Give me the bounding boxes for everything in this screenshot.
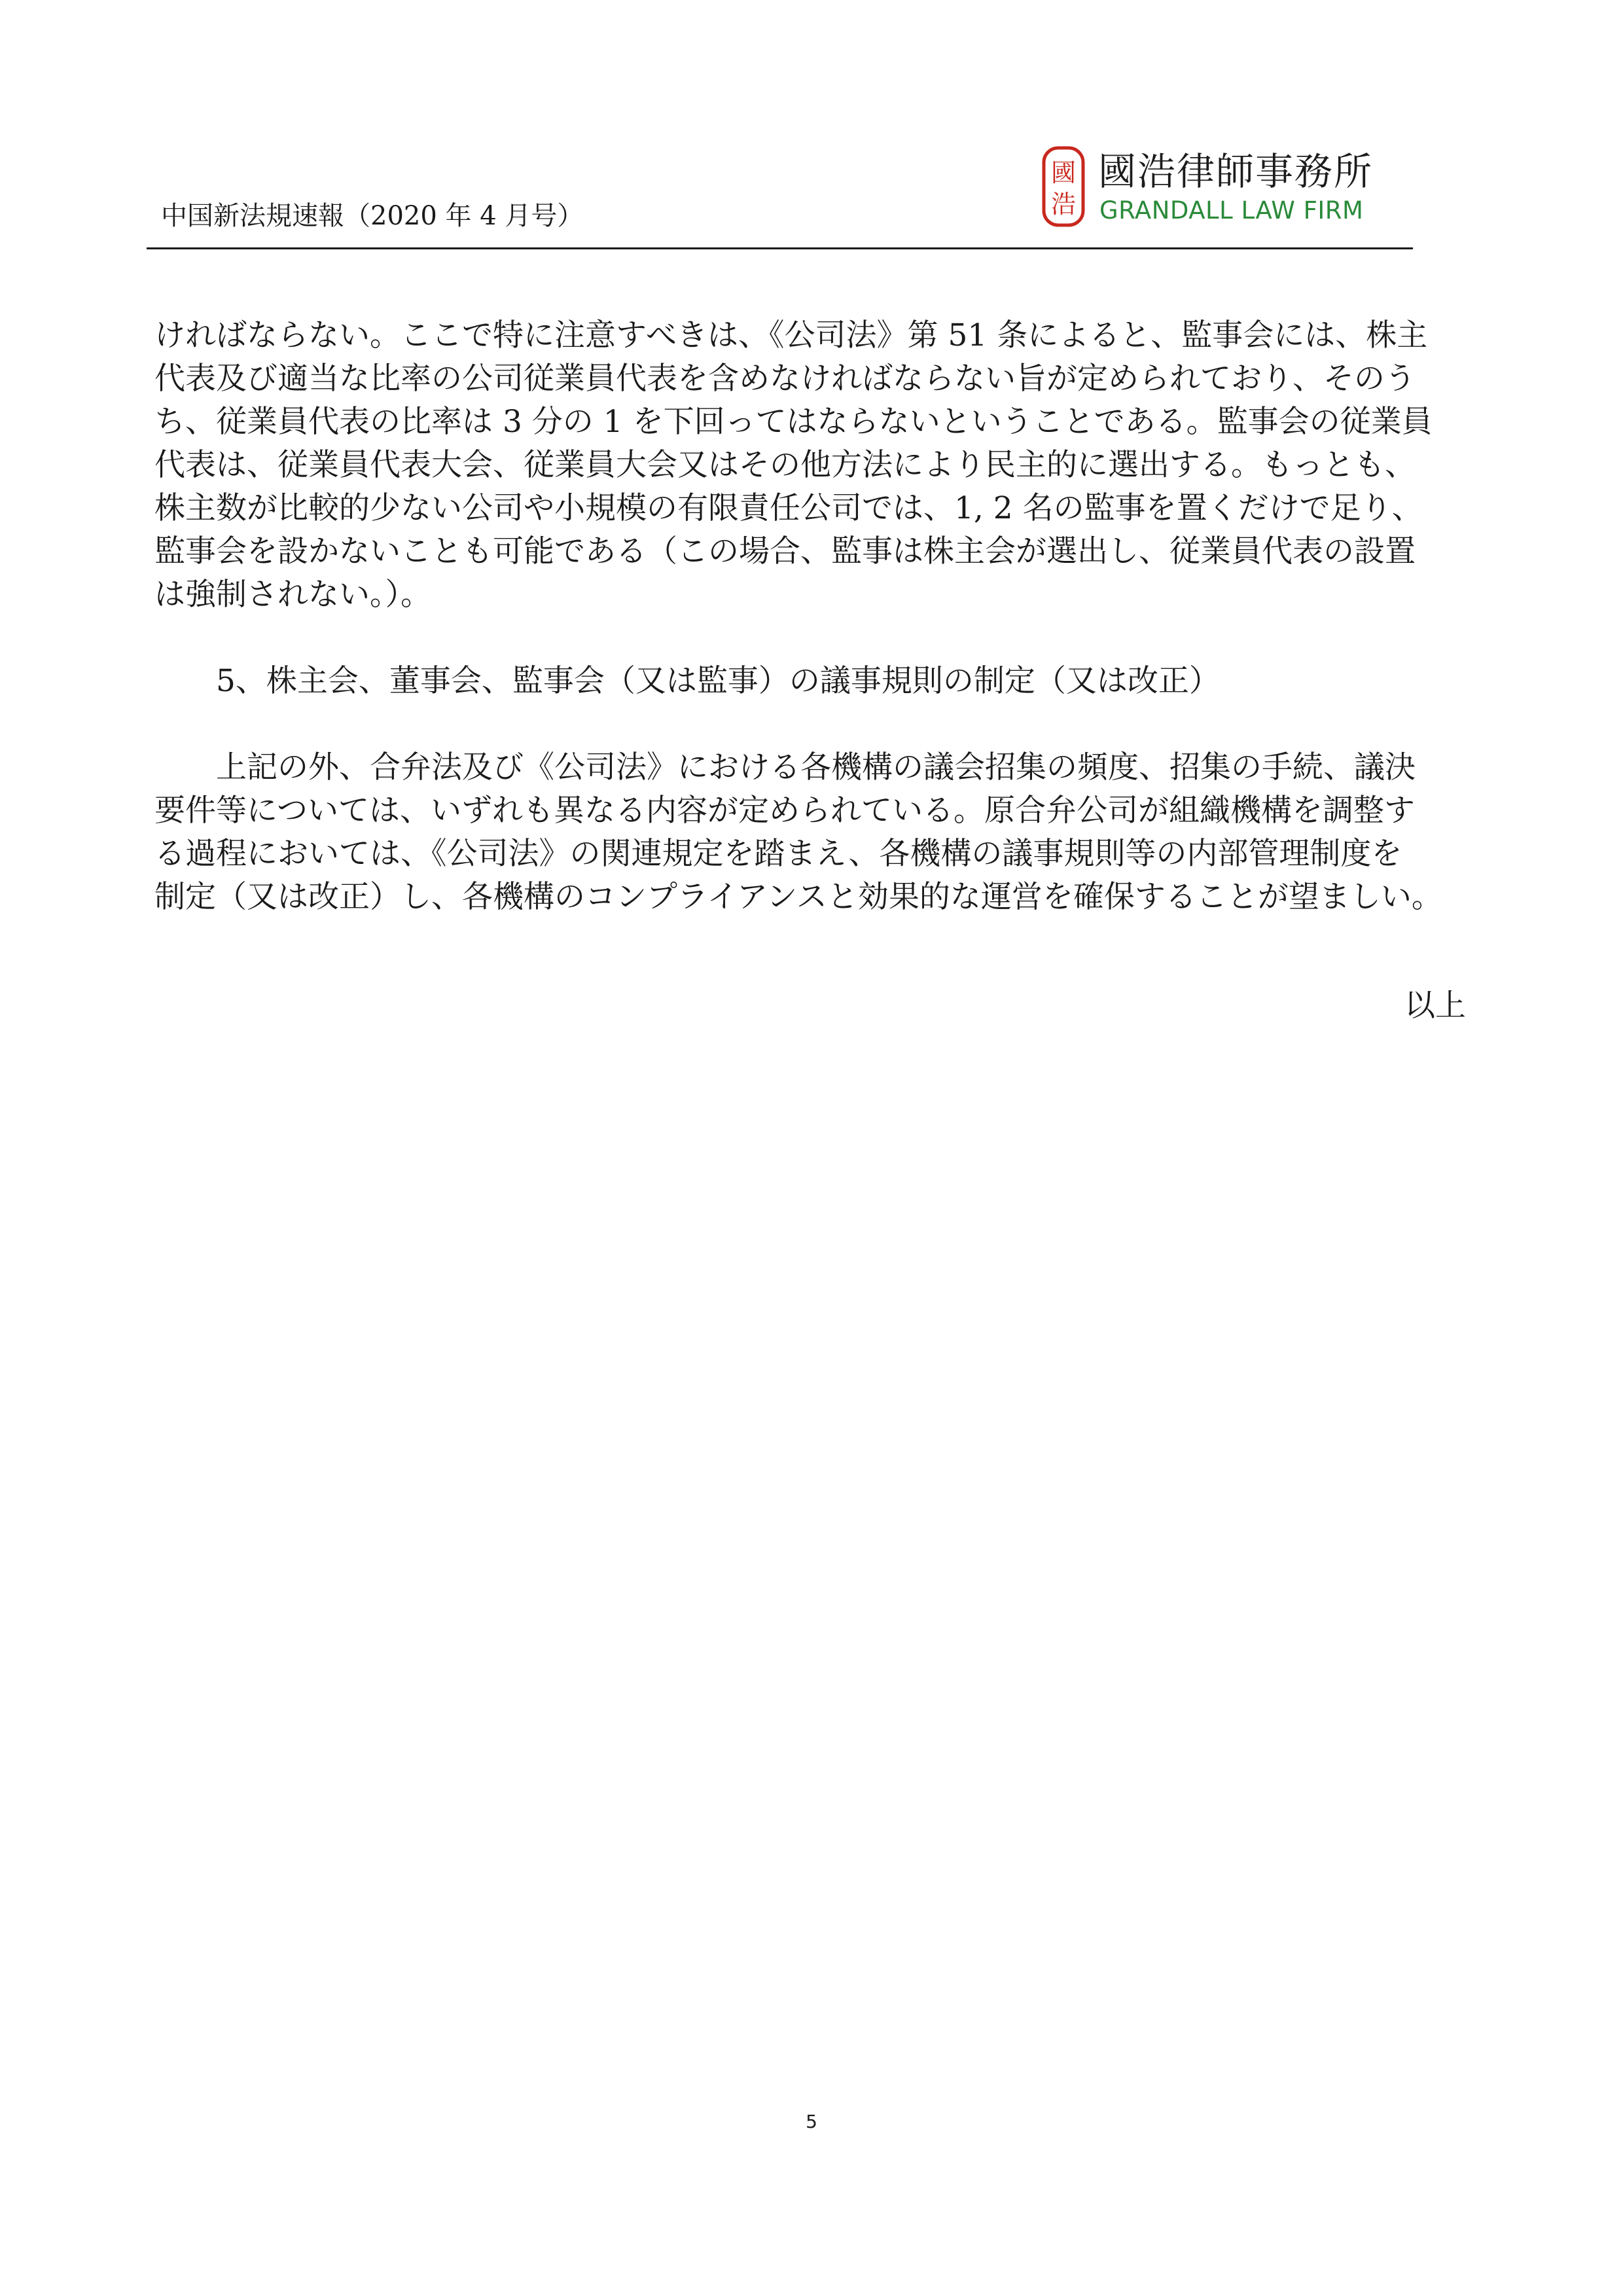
text-line: 代表及び適当な比率の公司従業員代表を含めなければならない旨が定められており、そのう — [154, 361, 1416, 397]
text-line: 制定（又は改正）し、各機構のコンプライアンスと効果的な運営を確保することが望ましい。 — [154, 879, 1442, 915]
logo-chinese-name: 國浩律師事務所 — [1098, 149, 1374, 194]
paragraph-rules-of-procedure — [154, 746, 1463, 919]
text-line: ち、従業員代表の比率は 3 分の 1 を下回ってはならないということである。監事会の従業員 — [154, 404, 1433, 440]
header-divider — [147, 247, 1413, 249]
paragraph-spacer — [154, 703, 1463, 746]
text-line: 代表は、従業員代表大会、従業員大会又はその他方法により民主的に選出する。もっとも、 — [154, 447, 1416, 483]
firm-logo — [1042, 141, 1408, 232]
logo-english-name: GRANDALL LAW FIRM — [1099, 196, 1364, 224]
paragraph-supervisory-board — [154, 314, 1463, 617]
page-number: 5 — [806, 2111, 817, 2132]
text-line: 株主数が比較的少ない公司や小規模の有限責任公司では、1, 2 名の監事を置くだけで足り、 — [154, 490, 1423, 526]
seal-char-1: 國 — [1050, 158, 1077, 187]
text-line: ければならない。ここで特に注意すべきは、《公司法》第 51 条によると、監事会には、株主 — [154, 317, 1428, 353]
document-body — [154, 314, 1463, 919]
seal-char-2: 浩 — [1050, 190, 1077, 219]
text-line: は強制されない。）。 — [154, 577, 431, 613]
section-heading-text: 5、株主会、董事会、監事会（又は監事）の議事規則の制定（又は改正） — [216, 663, 1220, 699]
text-line: る過程においては、《公司法》の関連規定を踏まえ、各機構の議事規則等の内部管理制度を — [154, 836, 1402, 872]
section-heading-5 — [154, 660, 1463, 703]
paragraph-spacer — [154, 617, 1463, 660]
newsletter-title: 中国新法規速報（2020 年 4 月号） — [161, 201, 584, 231]
text-line: 監事会を設かないことも可能である（この場合、監事は株主会が選出し、従業員代表の設置 — [154, 533, 1416, 569]
text-line: 上記の外、合弁法及び《公司法》における各機構の議会招集の頻度、招集の手続、議決 — [216, 749, 1416, 785]
page-header — [152, 134, 1408, 252]
closing-mark: 以上 — [1404, 988, 1466, 1024]
seal-icon — [1042, 146, 1085, 227]
text-line: 要件等については、いずれも異なる内容が定められている。原合弁公司が組織機構を調整す — [154, 793, 1416, 829]
